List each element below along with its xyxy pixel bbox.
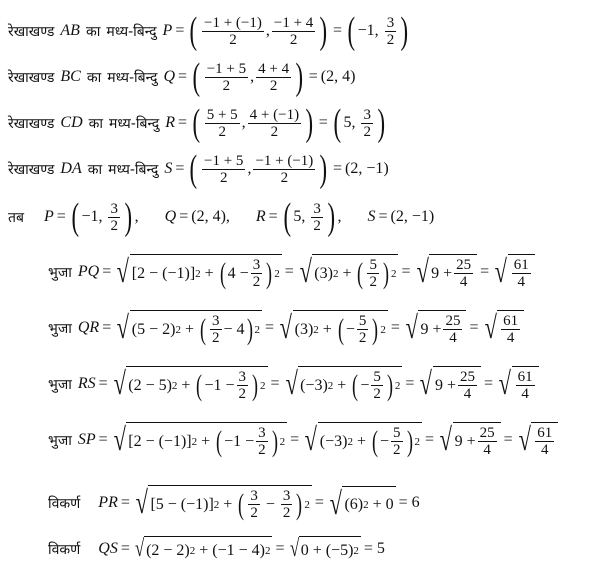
midpoint-line-S: रेखाखण्ड DA का मध्य-बिन्दु S = ( $\frac{-1 + 5}{2}$ , $\frac{-1 + (-1)}{2}$ ) = (2, −1) <box>8 148 389 190</box>
midpoint-line-Q: रेखाखण्ड BC का मध्य-बिन्दु Q = ( $\frac{-1 + 5}{2}$ , $\frac{4 + 4}{2}$ ) = (2, 4) <box>8 56 356 98</box>
hindi-then: तब <box>8 209 24 226</box>
midpoint-line-R: रेखाखण्ड CD का मध्य-बिन्दु R = ( $\frac{5 + 5}{2}$ , $\frac{4 + (-1)}{2}$ ) = ( 5, $\frac{3}{2}$ ) <box>8 102 386 144</box>
hindi-ka: का <box>85 23 101 40</box>
summary-line: तब P = ( −1, $\frac{3}{2}$ ) , Q = (2, 4), R = ( 5, $\frac{3}{2}$ ) , S = (2, −1) <box>8 196 435 238</box>
hindi-segment: रेखाखण्ड <box>8 23 55 40</box>
diagonal-QS: विकर्ण QS = √ (2 − 2) 2 + (−1 − 4) 2 = √ 0 + (−5) 2 = 5 <box>48 536 385 562</box>
midpoint-line-P: रेखाखण्ड AB का मध्य-बिन्दु P = ( $\frac{-1 + (-1)}{2}$ , $\frac{-1 + 4}{2}$ ) = ( −1, $\frac{3}{2}$ ) <box>8 10 409 52</box>
side-SP: भुजा SP = √ [2 − (−1)] 2 + ( −1 − $\frac{3}{2}$ ) 2 = √ (−3) 2 + ( − $\frac{5}{2}$ ) 2 = √ 9 + $\frac{25}{4}$ = √ $\frac{61}{4}$ <box>48 414 558 466</box>
side-PQ: भुजा PQ = √ [2 − (−1)] 2 + ( 4 − $\frac{3}{2}$ ) 2 = √ (3) 2 + ( $\frac{5}{2}$ ) 2 = √ 9 + $\frac{25}{4}$ = √ $\frac{61}{4}$ <box>48 246 535 298</box>
side-RS: भुजा RS = √ (2 − 5) 2 + ( −1 − $\frac{3}{2}$ ) 2 = √ (−3) 2 + ( − $\frac{5}{2}$ ) 2 = √ 9 + $\frac{25}{4}$ = √ $\frac{61}{4}$ <box>48 358 539 410</box>
hindi-midpoint: मध्य-बिन्दु <box>106 23 157 40</box>
point-name: P <box>162 22 173 39</box>
side-QR: भुजा QR = √ (5 − 2) 2 + ( $\frac{3}{2}$ − 4 ) 2 = √ (3) 2 + ( − $\frac{5}{2}$ ) 2 = √ 9 + $\frac{25}{4}$ = √ $\frac{61}{4}$ <box>48 302 524 354</box>
segment-name: AB <box>60 22 80 39</box>
diagonal-PR: विकर्ण PR = √ [5 − (−1)] 2 + ( $\frac{3}{2}$ − $\frac{3}{2}$ ) 2 = √ (6) 2 + 0 = 6 <box>48 484 420 521</box>
